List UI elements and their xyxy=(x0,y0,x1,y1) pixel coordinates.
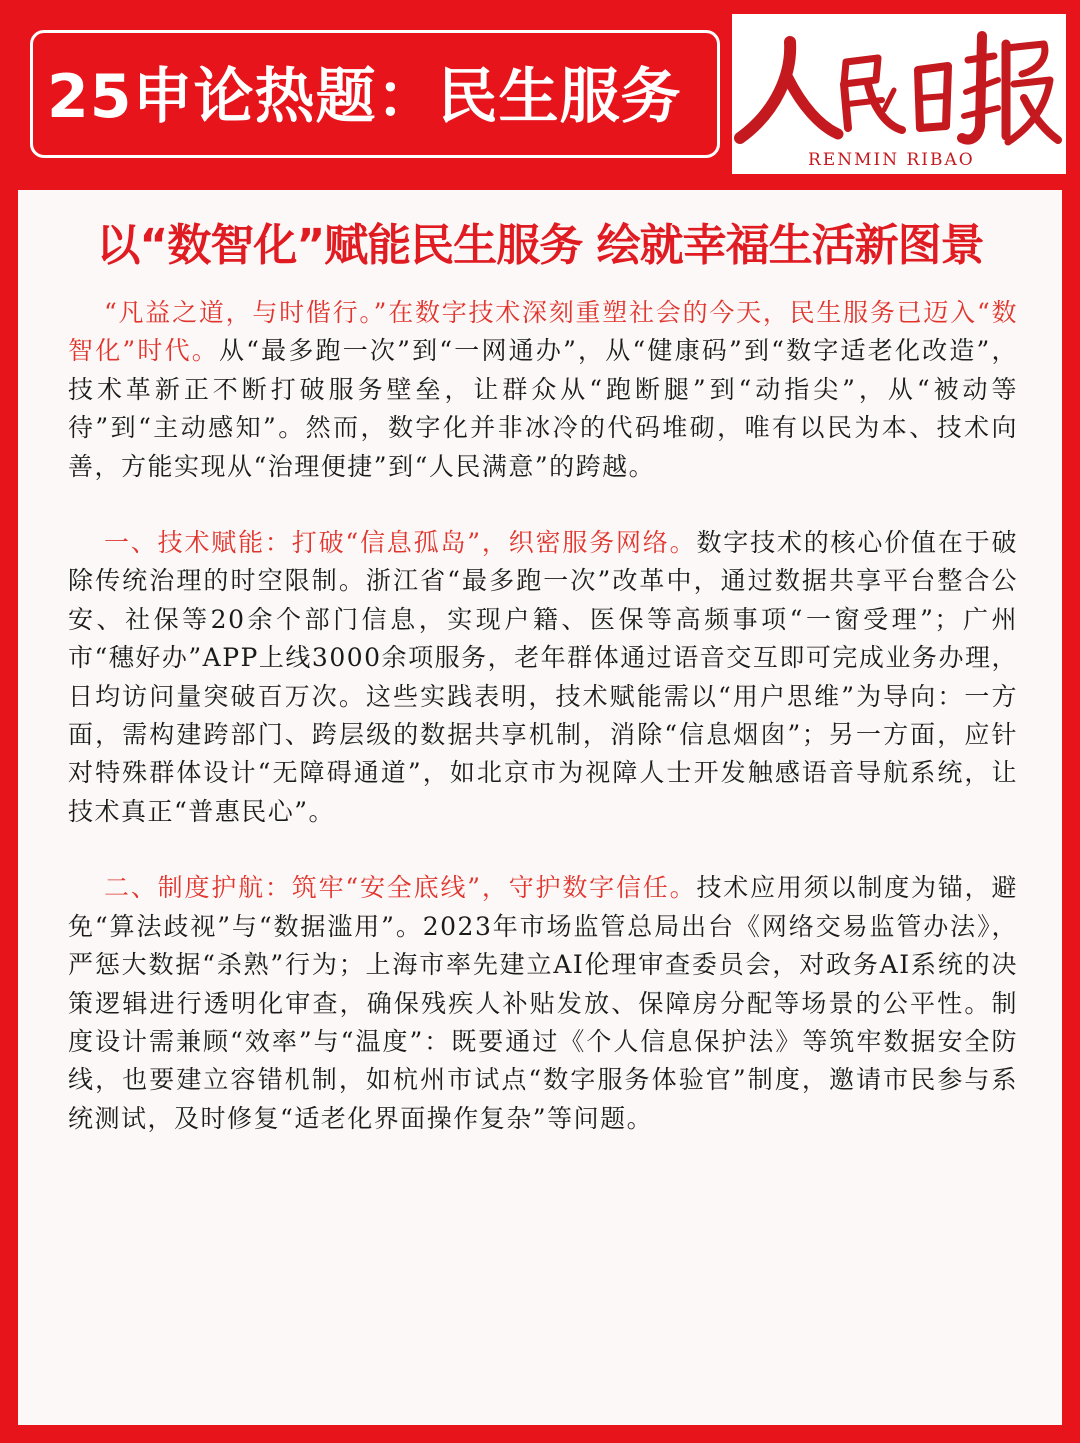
paragraph-text: 技术应用须以制度为锚，避免“算法歧视”与“数据滥用”。2023年市场监管总局出台《网络交易监管办法》，严惩大数据“杀熟”行为；上海市率先建立AI伦理审查委员会，对政务AI系统的决策逻辑进行透明化审查，确保残疾人补贴发放、保障房分配等场景的公平性。制度设计需兼顾“效率”与“温度”：既要通过《个人信息保护法》等筑牢数据安全防线，也要建立容错机制，如杭州市试点“数字服务体验官”制度，邀请市民参与系统测试，及时修复“适老化界面操作复杂”等问题。 xyxy=(68,873,1018,1133)
paragraph-text: 数字技术的核心价值在于破除传统治理的时空限制。浙江省“最多跑一次”改革中，通过数据共享平台整合公安、社保等20余个部门信息，实现户籍、医保等高频事项“一窗受理”；广州市“穗好办”APP上线3000余项服务，老年群体通过语音交互即可完成业务办理，日均访问量突破百万次。这些实践表明，技术赋能需以“用户思维”为导向：一方面，需构建跨部门、跨层级的数据共享机制，消除“信息烟囱”；另一方面，应针对特殊群体设计“无障碍通道”，如北京市为视障人士开发触感语音导航系统，让技术真正“普惠民心”。 xyxy=(68,528,1018,826)
page-title: 25申论热题：民生服务 xyxy=(47,62,682,132)
paragraph-section-2 xyxy=(68,869,1018,1138)
paragraph-section-1 xyxy=(68,524,1018,831)
article-body xyxy=(68,294,1018,1176)
paragraph-text: 从“最多跑一次”到“一网通办”，从“健康码”到“数字适老化改造”，技术革新正不断打破服务壁垒，让群众从“跑断腿”到“动指尖”，从“被动等待”到“主动感知”。然而，数字化并非冰冷的代码堆砌，唯有以民为本、技术向善，方能实现从“治理便捷”到“人民满意”的跨越。 xyxy=(68,336,1019,481)
paragraph-intro xyxy=(68,294,1018,486)
header xyxy=(0,0,1080,178)
section-heading: 一、技术赋能：打破“信息孤岛”，织密服务网络。 xyxy=(104,528,697,558)
section-heading: 二、制度护航：筑牢“安全底线”，守护数字信任。 xyxy=(104,873,697,903)
article-panel xyxy=(18,190,1062,1425)
paragraph-lead: “凡益之道，与时偕行。”在数字技术深刻重塑社会的今天，民生服务已迈入“数智化”时代。 xyxy=(68,298,1018,366)
title-banner xyxy=(30,30,720,158)
article-headline: 以“数智化”赋能民生服务 绘就幸福生活新图景 xyxy=(96,220,984,271)
masthead-romanization: RENMIN RIBAO xyxy=(808,150,975,170)
newspaper-logo xyxy=(732,14,1066,174)
